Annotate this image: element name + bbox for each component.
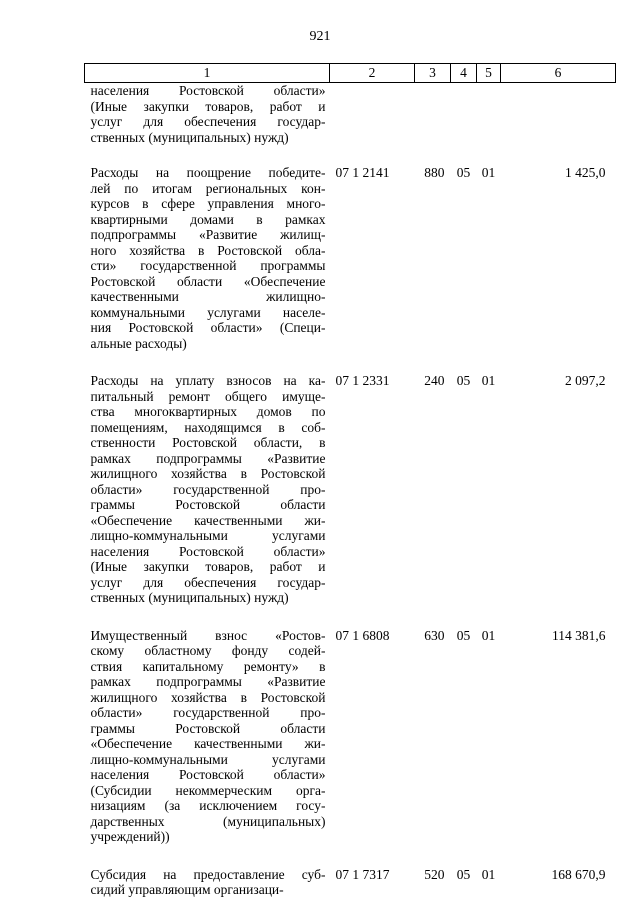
description-line: (Иные закупки товаров, работ и	[90, 559, 326, 574]
description-line: ного хозяйства в Ростовской обла-	[90, 242, 326, 258]
description-line: «Обеспечение качественными жи-	[90, 736, 326, 751]
description-line: курсов в сфере управления много-	[90, 196, 326, 211]
table-row	[85, 165, 616, 373]
description-line: населения Ростовской области»	[90, 767, 326, 782]
description-line: жилищного хозяйства в Ростовской	[90, 689, 326, 705]
row-description	[85, 373, 330, 628]
description-line: сти» государственной программы	[90, 258, 326, 273]
row-code: 07 1 7317	[335, 866, 390, 882]
row-vr	[415, 83, 451, 166]
description-line: ния Ростовской области» (Специ-	[90, 320, 326, 335]
description-line: питальный ремонт общего имуще-	[90, 388, 326, 404]
description-line: рамках подпрограммы «Развитие	[90, 674, 326, 689]
row-description	[85, 867, 330, 898]
description-line: ства многоквартирных домов по	[90, 404, 326, 419]
description-line: лищно-коммунальными услугами	[90, 751, 326, 767]
description-line: качественными жилищно-	[90, 289, 326, 304]
description-line: «Обеспечение качественными жи-	[90, 512, 326, 528]
row-pr	[477, 83, 501, 166]
table-header	[85, 64, 616, 83]
header-col-code: 2	[330, 64, 415, 83]
description-line: помещениям, находящимся в соб-	[90, 419, 326, 435]
description-line: (Иные закупки товаров, работ и	[90, 98, 326, 114]
description-line: коммунальными услугами населе-	[90, 304, 326, 320]
description-line: скому областному фонду содей-	[90, 643, 326, 658]
table-body	[85, 83, 616, 898]
row-pr: 01	[481, 373, 496, 388]
row-pr: 01	[481, 165, 496, 180]
description-line: граммы Ростовской области	[90, 720, 326, 736]
description-line: учреждений))	[90, 829, 170, 844]
header-col-pr: 5	[477, 64, 501, 83]
description-line: сидий управляющим организаци-	[90, 882, 284, 897]
row-description	[85, 165, 330, 373]
description-line: подпрограммы «Развитие жилищ-	[90, 227, 326, 242]
row-vr: 630	[424, 627, 445, 643]
row-vr: 880	[424, 165, 445, 180]
description-line: Расходы на уплату взносов на ка-	[90, 373, 326, 388]
row-vr: 520	[424, 866, 445, 882]
row-rz: 05	[456, 627, 471, 643]
row-amount: 1 425,0	[565, 165, 606, 180]
description-line: жилищного хозяйства в Ростовской	[90, 466, 326, 481]
row-code	[330, 83, 415, 166]
row-amount	[501, 83, 616, 166]
row-amount: 114 381,6	[552, 627, 606, 643]
description-line: Расходы на поощрение победите-	[90, 165, 326, 180]
header-col-amount: 6	[501, 64, 616, 83]
table-row	[85, 373, 616, 628]
header-col-name: 1	[85, 64, 330, 83]
description-line: ственных (муниципальных) нужд)	[90, 590, 289, 605]
description-line: рамках подпрограммы «Развитие	[90, 450, 326, 466]
row-rz: 05	[456, 165, 471, 180]
description-line: ственных (муниципальных) нужд)	[90, 129, 289, 145]
description-line: услуг для обеспечения государ-	[90, 574, 326, 590]
description-line: (Субсидии некоммерческим орга-	[90, 782, 326, 798]
description-line: Имущественный взнос «Ростов-	[90, 627, 326, 643]
header-col-vr: 3	[415, 64, 451, 83]
description-line: услуг для обеспечения государ-	[90, 114, 326, 129]
row-rz: 05	[456, 373, 471, 388]
row-vr: 240	[424, 373, 445, 388]
description-line: низациям (за исключением госу-	[90, 798, 326, 813]
row-code: 07 1 2141	[335, 165, 390, 180]
budget-table	[84, 63, 616, 898]
description-line: лей по итогам региональных кон-	[90, 180, 326, 196]
description-line: ственности Ростовской области, в	[90, 435, 326, 450]
row-amount: 168 670,9	[551, 866, 606, 882]
description-line: дарственных (муниципальных)	[90, 813, 326, 829]
description-line: лищно-коммунальными услугами	[90, 528, 326, 543]
row-description	[85, 628, 330, 867]
header-col-rz: 4	[451, 64, 477, 83]
description-line: населения Ростовской области»	[90, 543, 326, 559]
description-line: ствия капитальному ремонту» в	[90, 658, 326, 674]
row-pr: 01	[481, 866, 496, 882]
description-line: Субсидия на предоставление суб-	[90, 866, 326, 882]
description-line: области» государственной про-	[90, 705, 326, 720]
row-pr: 01	[481, 627, 496, 643]
description-line: квартирными домами в рамках	[90, 211, 326, 227]
table-row	[85, 83, 616, 166]
description-line: Ростовской области «Обеспечение	[90, 273, 326, 289]
row-rz: 05	[456, 866, 471, 882]
row-code: 07 1 2331	[335, 373, 390, 388]
description-line: области» государственной про-	[90, 481, 326, 497]
page-number: 921	[309, 29, 331, 44]
row-code: 07 1 6808	[335, 627, 390, 643]
row-rz	[451, 83, 477, 166]
description-line: альные расходы)	[90, 335, 187, 351]
row-amount: 2 097,2	[565, 373, 606, 388]
description-line: населения Ростовской области»	[90, 83, 326, 98]
table-row	[85, 628, 616, 867]
row-description	[85, 83, 330, 166]
table-row	[85, 867, 616, 898]
description-line: граммы Ростовской области	[90, 497, 326, 512]
